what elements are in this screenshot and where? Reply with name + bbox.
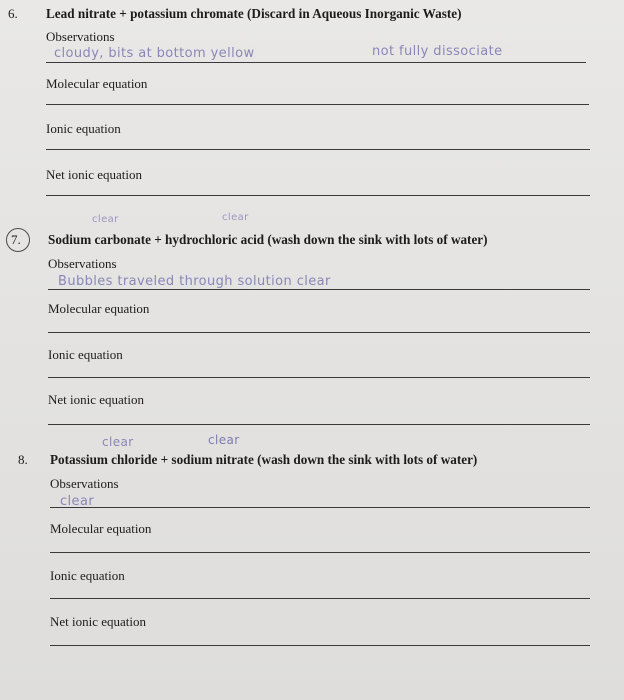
q7-observations-handwriting: Bubbles traveled through solution clear (58, 274, 331, 289)
q6-net-line (46, 195, 590, 196)
q6-title: Lead nitrate + potassium chromate (Discard in Aqueous Inorganic Waste) (46, 6, 462, 21)
q7-number: 7. (11, 232, 21, 247)
q7-net-line (48, 424, 590, 425)
q7-molecular-label: Molecular equation (48, 301, 150, 316)
q8-observations-line (50, 507, 590, 508)
q8-net-line (50, 645, 590, 646)
q6-number: 6. (8, 6, 18, 21)
q6-ionic-line (46, 149, 590, 150)
q8-observations-label: Observations (50, 476, 119, 491)
q8-molecular-line (50, 552, 590, 553)
q6-observations-line (46, 62, 586, 63)
q6-observations-label: Observations (46, 29, 115, 44)
q7-title: Sodium carbonate + hydrochloric acid (wash down the sink with lots of water) (48, 232, 488, 247)
q8-number: 8. (18, 452, 28, 467)
q7-observations-label: Observations (48, 256, 117, 271)
q6-ionic-label: Ionic equation (46, 121, 121, 136)
q7-ionic-line (48, 377, 590, 378)
q8-ionic-label: Ionic equation (50, 568, 125, 583)
q8-above-right-handwriting: clear (208, 433, 240, 447)
q7-net-label: Net ionic equation (48, 392, 145, 407)
q7-observations-line (48, 289, 590, 290)
q7-above-left-handwriting: clear (92, 214, 119, 225)
q8-net-label: Net ionic equation (50, 614, 147, 629)
q6-net-label: Net ionic equation (46, 167, 143, 182)
q8-observations-handwriting: clear (60, 494, 95, 509)
q6-observations-handwriting-2: not fully dissociate (372, 44, 503, 59)
q7-above-right-handwriting: clear (222, 212, 249, 223)
q7-molecular-line (48, 332, 590, 333)
q8-title: Potassium chloride + sodium nitrate (wash down the sink with lots of water) (50, 452, 478, 467)
q6-molecular-line (46, 104, 589, 105)
q8-above-left-handwriting: clear (102, 435, 134, 449)
q6-observations-handwriting: cloudy, bits at bottom yellow (54, 46, 255, 61)
q8-ionic-line (50, 598, 590, 599)
q7-ionic-label: Ionic equation (48, 347, 123, 362)
q6-molecular-label: Molecular equation (46, 76, 148, 91)
q8-molecular-label: Molecular equation (50, 521, 152, 536)
